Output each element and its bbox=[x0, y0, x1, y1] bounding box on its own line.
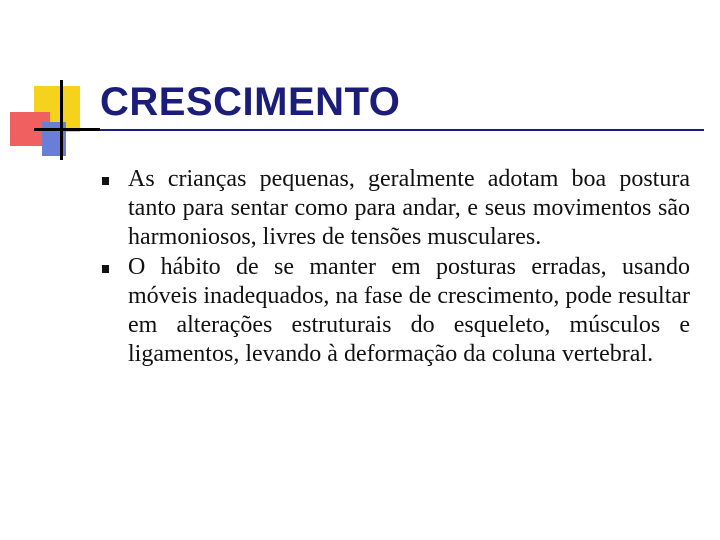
list-item bbox=[102, 165, 690, 253]
slide-title: CRESCIMENTO bbox=[100, 80, 401, 124]
logo-vertical-line bbox=[60, 80, 63, 160]
title-divider bbox=[100, 129, 704, 131]
bullet-text: As crianças pequenas, geralmente adotam boa postura tanto para sentar como para andar, e seus movimentos são harmoniosos, livres de tensões musculares. bbox=[128, 166, 690, 251]
bullet-square-icon bbox=[102, 177, 109, 185]
list-item bbox=[102, 253, 690, 370]
bullet-text: O hábito de se manter em posturas erradas, usando móveis inadequados, na fase de crescimento, pode resultar em alterações estruturais do esqueleto, músculos e ligamentos, levando à deformação da coluna vertebral. bbox=[128, 253, 690, 368]
logo-horizontal-line bbox=[34, 128, 100, 131]
slide-logo-icon bbox=[0, 0, 100, 170]
bullet-list bbox=[102, 165, 690, 369]
bullet-square-icon bbox=[102, 265, 109, 273]
